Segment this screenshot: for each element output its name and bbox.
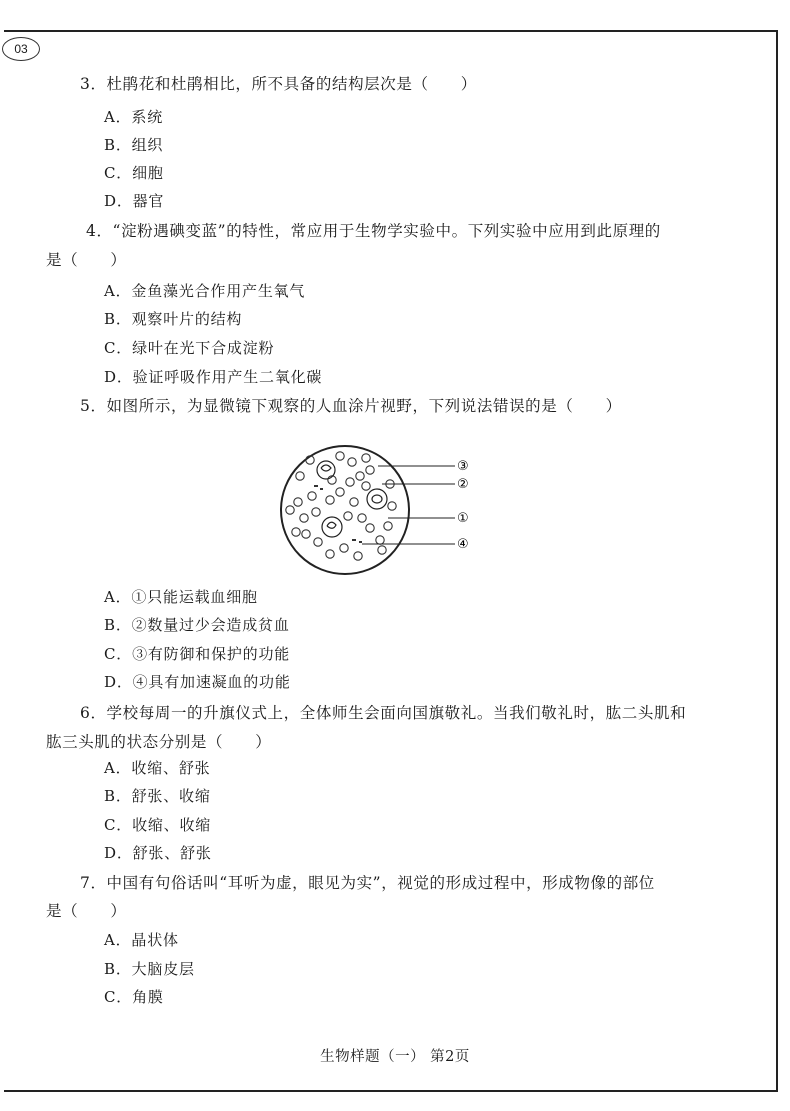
question-5-option-a: A．①只能运载血细胞 (104, 588, 258, 606)
question-5-option-d: D．④具有加速凝血的功能 (104, 673, 291, 691)
figure-label-4: ④ (457, 537, 469, 552)
question-6-option-d: D．舒张、舒张 (104, 844, 212, 862)
question-4-option-a: A．金鱼藻光合作用产生氧气 (104, 282, 306, 300)
figure-label-3: ③ (457, 459, 469, 474)
question-6-stem-line2: 肱三头肌的状态分别是（ ） (46, 733, 272, 751)
question-3-stem: 3．杜鹃花和杜鹃相比，所不具备的结构层次是（ ） (80, 75, 477, 93)
figure-label-1: ① (457, 511, 469, 526)
question-4-stem-line2: 是（ ） (46, 251, 127, 269)
blood-smear-figure (270, 432, 480, 582)
question-7-stem-line2: 是（ ） (46, 902, 127, 920)
question-3-option-b: B．组织 (104, 136, 164, 154)
page-footer: 生物样题（一） 第2页 (320, 1049, 470, 1065)
question-4-option-c: C．绿叶在光下合成淀粉 (104, 339, 275, 357)
question-6-option-b: B．舒张、收缩 (104, 787, 211, 805)
question-3-option-a: A．系统 (104, 108, 164, 126)
page-tag: 03 (2, 37, 40, 61)
question-3-option-c: C．细胞 (104, 164, 164, 182)
question-7-stem-line1: 7．中国有句俗话叫“耳听为虚，眼见为实”，视觉的形成过程中，形成物像的部位 (80, 874, 655, 892)
question-4-stem-line1: 4．“淀粉遇碘变蓝”的特性，常应用于生物学实验中。下列实验中应用到此原理的 (86, 222, 661, 240)
question-6-option-a: A．收缩、舒张 (104, 759, 211, 777)
question-7-option-b: B．大脑皮层 (104, 960, 195, 978)
question-3-option-d: D．器官 (104, 192, 165, 210)
question-5-option-c: C．③有防御和保护的功能 (104, 645, 291, 663)
figure-label-2: ② (457, 477, 469, 492)
question-5-stem: 5．如图所示，为显微镜下观察的人血涂片视野，下列说法错误的是（ ） (80, 397, 622, 415)
question-7-option-c: C．角膜 (104, 988, 164, 1006)
question-7-option-a: A．晶状体 (104, 931, 179, 949)
question-4-option-d: D．验证呼吸作用产生二氧化碳 (104, 368, 323, 386)
question-6-stem-line1: 6．学校每周一的升旗仪式上，全体师生会面向国旗敬礼。当我们敬礼时，肱二头肌和 (80, 704, 687, 722)
question-6-option-c: C．收缩、收缩 (104, 816, 212, 834)
question-4-option-b: B．观察叶片的结构 (104, 310, 243, 328)
question-5-option-b: B．②数量过少会造成贫血 (104, 616, 290, 634)
